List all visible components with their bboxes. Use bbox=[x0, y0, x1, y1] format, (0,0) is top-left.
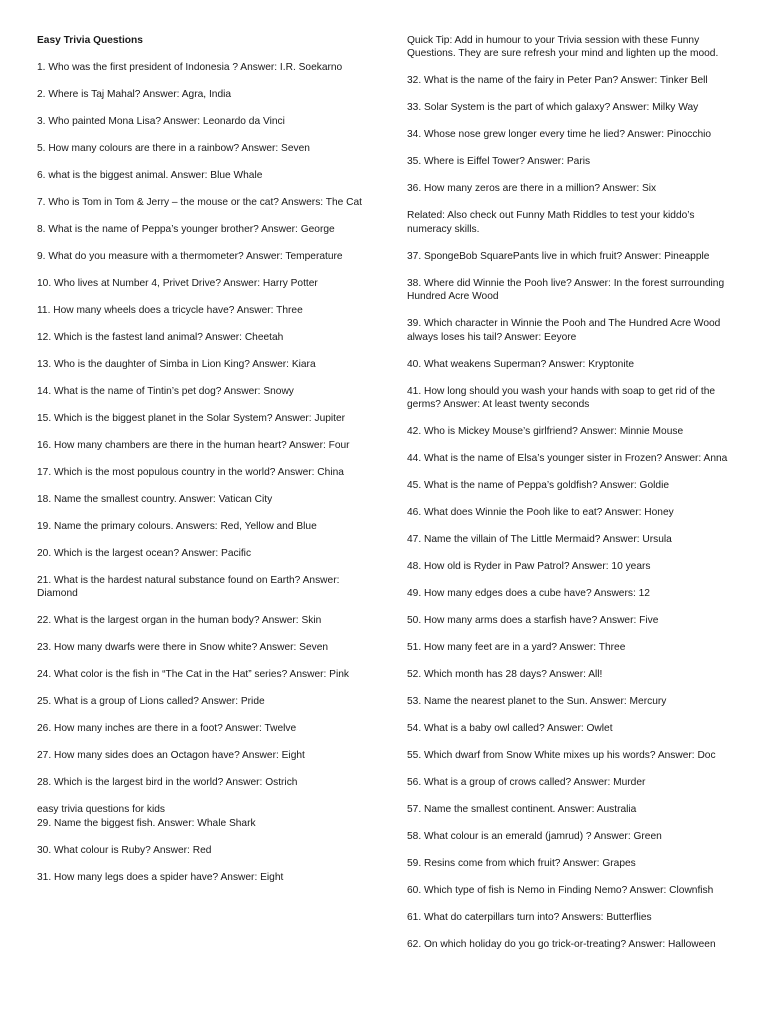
question-item: 51. How many feet are in a yard? Answer: Three bbox=[407, 642, 626, 654]
question-item: 61. What do caterpillars turn into? Answers: Butterflies bbox=[407, 912, 652, 924]
question-item: 33. Solar System is the part of which galaxy? Answer: Milky Way bbox=[407, 102, 699, 114]
question-item: 27. How many sides does an Octagon have? Answer: Eight bbox=[37, 750, 305, 762]
question-item: 16. How many chambers are there in the human heart? Answer: Four bbox=[37, 440, 350, 451]
question-item: 5. How many colours are there in a rainbow? Answer: Seven bbox=[37, 143, 310, 154]
question-item: 34. Whose nose grew longer every time he lied? Answer: Pinocchio bbox=[407, 129, 712, 141]
question-item: 52. Which month has 28 days? Answer: All! bbox=[407, 669, 603, 681]
subheading: easy trivia questions for kids bbox=[37, 804, 165, 816]
question-item: 38. Where did Winnie the Pooh live? Answer: In the forest surrounding Hundred Acre Wood bbox=[407, 277, 725, 303]
question-item: 42. Who is Mickey Mouse’s girlfriend? Answer: Minnie Mouse bbox=[407, 426, 684, 438]
question-item: 12. Which is the fastest land animal? Answer: Cheetah bbox=[37, 332, 284, 343]
question-item: 17. Which is the most populous country in the world? Answer: China bbox=[37, 467, 344, 478]
question-item: 49. How many edges does a cube have? Answers: 12 bbox=[407, 588, 650, 600]
question-item: 60. Which type of fish is Nemo in Finding Nemo? Answer: Clownfish bbox=[407, 885, 714, 897]
question-item: 7. Who is Tom in Tom & Jerry – the mouse or the cat? Answers: The Cat bbox=[37, 197, 363, 208]
question-item: 13. Who is the daughter of Simba in Lion King? Answer: Kiara bbox=[37, 359, 316, 370]
question-item: 40. What weakens Superman? Answer: Kryptonite bbox=[407, 358, 635, 370]
question-item: 59. Resins come from which fruit? Answer: Grapes bbox=[407, 858, 636, 870]
question-item: 41. How long should you wash your hands with soap to get rid of the germs? Answer: At least twenty seconds bbox=[407, 385, 716, 411]
question-item: 11. How many wheels does a tricycle have? Answer: Three bbox=[37, 305, 303, 316]
question-item: 55. Which dwarf from Snow White mixes up his words? Answer: Doc bbox=[407, 750, 716, 762]
question-item: 24. What color is the fish in “The Cat in the Hat” series? Answer: Pink bbox=[37, 669, 349, 681]
related-note: Related: Also check out Funny Math Riddles to test your kiddo’s numeracy skills. bbox=[407, 210, 695, 235]
question-item: 14. What is the name of Tintin’s pet dog? Answer: Snowy bbox=[37, 386, 294, 397]
question-item: 47. Name the villain of The Little Mermaid? Answer: Ursula bbox=[407, 534, 672, 546]
question-item: 50. How many arms does a starfish have? Answer: Five bbox=[407, 615, 659, 627]
question-item: 23. How many dwarfs were there in Snow white? Answer: Seven bbox=[37, 642, 329, 654]
question-item: 31. How many legs does a spider have? Answer: Eight bbox=[37, 871, 284, 883]
question-item: 10. Who lives at Number 4, Privet Drive? Answer: Harry Potter bbox=[37, 278, 318, 289]
question-item: 29. Name the biggest fish. Answer: Whale Shark bbox=[37, 817, 256, 829]
quick-tip: Quick Tip: Add in humour to your Trivia session with these Funny Questions. They are sure refresh your mind and lighten up the mood. bbox=[407, 35, 719, 60]
question-item: 36. How many zeros are there in a million? Answer: Six bbox=[407, 183, 657, 195]
question-item: 56. What is a group of crows called? Answer: Murder bbox=[407, 777, 646, 789]
question-item: 21. What is the hardest natural substance found on Earth? Answer: Diamond bbox=[37, 575, 340, 600]
question-item: 28. Which is the largest bird in the world? Answer: Ostrich bbox=[37, 777, 298, 789]
question-item: 30. What colour is Ruby? Answer: Red bbox=[37, 844, 212, 856]
question-item: 2. Where is Taj Mahal? Answer: Agra, India bbox=[37, 89, 232, 100]
question-item: 19. Name the primary colours. Answers: Red, Yellow and Blue bbox=[37, 521, 317, 532]
question-item: 37. SpongeBob SquarePants live in which fruit? Answer: Pineapple bbox=[407, 250, 710, 262]
question-item: 25. What is a group of Lions called? Answer: Pride bbox=[37, 696, 265, 708]
question-item: 1. Who was the first president of Indonesia ? Answer: I.R. Soekarno bbox=[37, 62, 343, 73]
question-item: 18. Name the smallest country. Answer: Vatican City bbox=[37, 494, 273, 505]
document-title: Easy Trivia Questions bbox=[37, 35, 143, 46]
left-column bbox=[37, 34, 365, 898]
question-item: 53. Name the nearest planet to the Sun. Answer: Mercury bbox=[407, 696, 667, 708]
question-item: 48. How old is Ryder in Paw Patrol? Answer: 10 years bbox=[407, 561, 651, 573]
question-item: 9. What do you measure with a thermometer? Answer: Temperature bbox=[37, 251, 343, 262]
question-item: 6. what is the biggest animal. Answer: Blue Whale bbox=[37, 170, 263, 181]
question-item: 32. What is the name of the fairy in Peter Pan? Answer: Tinker Bell bbox=[407, 75, 708, 87]
question-item: 3. Who painted Mona Lisa? Answer: Leonardo da Vinci bbox=[37, 116, 285, 127]
question-item: 46. What does Winnie the Pooh like to eat? Answer: Honey bbox=[407, 507, 674, 519]
question-item: 62. On which holiday do you go trick-or-treating? Answer: Halloween bbox=[407, 939, 716, 951]
question-item: 54. What is a baby owl called? Answer: Owlet bbox=[407, 723, 613, 735]
question-item: 45. What is the name of Peppa’s goldfish? Answer: Goldie bbox=[407, 480, 670, 492]
question-item: 35. Where is Eiffel Tower? Answer: Paris bbox=[407, 156, 591, 168]
question-item: 8. What is the name of Peppa’s younger brother? Answer: George bbox=[37, 224, 335, 235]
question-item: 39. Which character in Winnie the Pooh and The Hundred Acre Wood always loses his tail? Answer: Eeyore bbox=[407, 318, 721, 343]
question-item: 44. What is the name of Elsa’s younger sister in Frozen? Answer: Anna bbox=[407, 453, 728, 465]
question-item: 15. Which is the biggest planet in the Solar System? Answer: Jupiter bbox=[37, 413, 346, 424]
question-item: 20. Which is the largest ocean? Answer: Pacific bbox=[37, 548, 252, 559]
right-column bbox=[407, 34, 737, 965]
question-item: 26. How many inches are there in a foot? Answer: Twelve bbox=[37, 723, 297, 735]
question-item: 57. Name the smallest continent. Answer: Australia bbox=[407, 804, 637, 816]
question-item: 58. What colour is an emerald (jamrud) ? Answer: Green bbox=[407, 831, 662, 843]
question-item: 22. What is the largest organ in the human body? Answer: Skin bbox=[37, 615, 322, 627]
